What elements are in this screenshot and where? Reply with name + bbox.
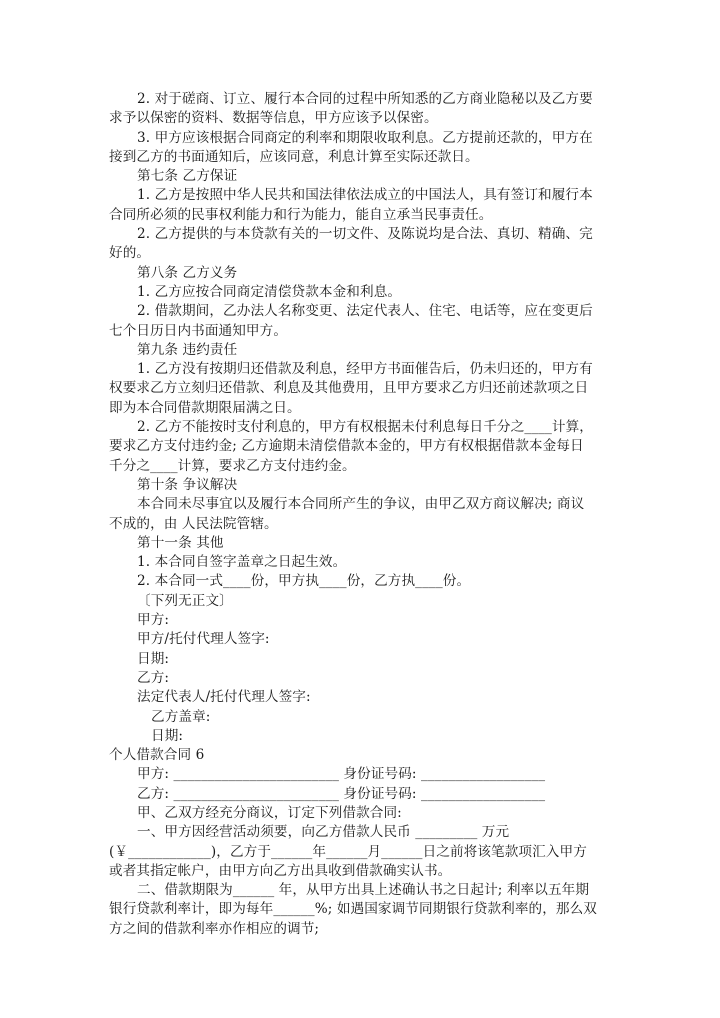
signature-field: 日期: bbox=[137, 650, 170, 667]
signature-field: 甲方/托付代理人签字: bbox=[137, 631, 270, 648]
paragraph-line: 本合同未尽事宜以及履行本合同所产生的争议，由甲乙双方商议解决; 商议 bbox=[137, 496, 585, 513]
paragraph-line: 1. 乙方没有按期归还借款及利息，经甲方书面催告后，仍未归还的，甲方有 bbox=[137, 361, 593, 378]
paragraph-line: 一、甲方因经营活动须要，向乙方借款人民币 _________ 万元 bbox=[137, 824, 510, 841]
paragraph-line: 〔下列无正文〕 bbox=[137, 592, 233, 609]
paragraph-line: 求予以保密的资料、数据等信息，甲方应该予以保密。 bbox=[109, 110, 438, 127]
signature-field: 甲方: bbox=[137, 612, 170, 629]
paragraph-line: 2. 借款期间，乙办法人名称变更、法定代表人、住宅、电话等，应在变更后 bbox=[137, 303, 593, 320]
paragraph-line: 2. 乙方不能按时支付利息的，甲方有权根据未付利息每日千分之____计算， bbox=[137, 419, 593, 436]
paragraph-line: 2. 对于磋商、订立、履行本合同的过程中所知悉的乙方商业隐秘以及乙方要 bbox=[137, 91, 593, 107]
section-heading: 第九条 违约责任 bbox=[137, 341, 238, 358]
signature-field: 法定代表人/托付代理人签字: bbox=[137, 689, 311, 706]
section-heading: 第十一条 其他 bbox=[137, 534, 224, 551]
paragraph-line: 或者其指定帐户，由甲方向乙方出具收到借款确实认书。 bbox=[109, 862, 452, 879]
document-body bbox=[109, 90, 643, 939]
paragraph-line: 即为本合同借款期限届满之日。 bbox=[109, 399, 301, 416]
section-heading: 第七条 乙方保证 bbox=[137, 168, 238, 185]
signature-field: 乙方盖章: bbox=[151, 708, 211, 725]
signature-field: 日期: bbox=[151, 727, 184, 744]
paragraph-line: 2. 乙方提供的与本贷款有关的一切文件、及陈说均是合法、真切、精确、完 bbox=[137, 226, 593, 243]
paragraph-line: 1. 本合同自签字盖章之日起生效。 bbox=[137, 554, 347, 571]
paragraph-line: 七个日历日内书面通知甲方。 bbox=[109, 322, 288, 339]
paragraph-line: 好的。 bbox=[109, 245, 151, 262]
paragraph-line: 1. 乙方应按合同商定清偿贷款本金和利息。 bbox=[137, 283, 402, 300]
paragraph-line: 2. 本合同一式____份，甲方执____份，乙方执____份。 bbox=[137, 573, 471, 590]
paragraph-line: 权要求乙方立刻归还借款、利息及其他费用，且甲方要求乙方归还前述款项之日 bbox=[109, 380, 589, 397]
paragraph-line: 二、借款期限为______ 年，从甲方出具上述确认书之日起计; 利率以五年期 bbox=[137, 882, 590, 899]
section-heading: 第八条 乙方义务 bbox=[137, 264, 238, 281]
paragraph-line: 1. 乙方是按照中华人民共和国法律依法成立的中国法人，具有签订和履行本 bbox=[137, 187, 593, 204]
paragraph-line: 不成的，由 人民法院管辖。 bbox=[109, 515, 278, 532]
document-title: 个人借款合同 6 bbox=[109, 747, 205, 764]
paragraph-line: 合同所必须的民事权利能力和行为能力，能自立承当民事责任。 bbox=[109, 206, 493, 223]
paragraph-line: 银行贷款利率计，即为每年______%; 如遇国家调节同期银行贷款利率的，那么双 bbox=[109, 901, 598, 918]
paragraph-line: 接到乙方的书面通知后，应该同意，利息计算至实际还款日。 bbox=[109, 148, 479, 165]
paragraph-line: 3. 甲方应该根据合同商定的利率和期限收取利息。乙方提前还款的，甲方在 bbox=[137, 129, 593, 146]
paragraph-line: 甲、乙双方经充分商议，订定下列借款合同: bbox=[137, 804, 402, 821]
party-field: 乙方: ________________________ 身份证号码: __________________ bbox=[137, 785, 546, 802]
party-field: 甲方: ________________________ 身份证号码: __________________ bbox=[137, 766, 546, 783]
paragraph-line: 方之间的借款利率亦作相应的调节; bbox=[109, 920, 320, 937]
section-heading: 第十条 争议解决 bbox=[137, 476, 238, 493]
paragraph-line: 千分之____计算，要求乙方支付违约金。 bbox=[109, 457, 356, 474]
signature-field: 乙方: bbox=[137, 669, 170, 686]
paragraph-line: (￥____________)，乙方于______年______月______日之前将该笔款项汇入甲方 bbox=[109, 843, 587, 860]
paragraph-line: 要求乙方支付违约金; 乙方逾期未清偿借款本金的，甲方有权根据借款本金每日 bbox=[109, 438, 584, 455]
